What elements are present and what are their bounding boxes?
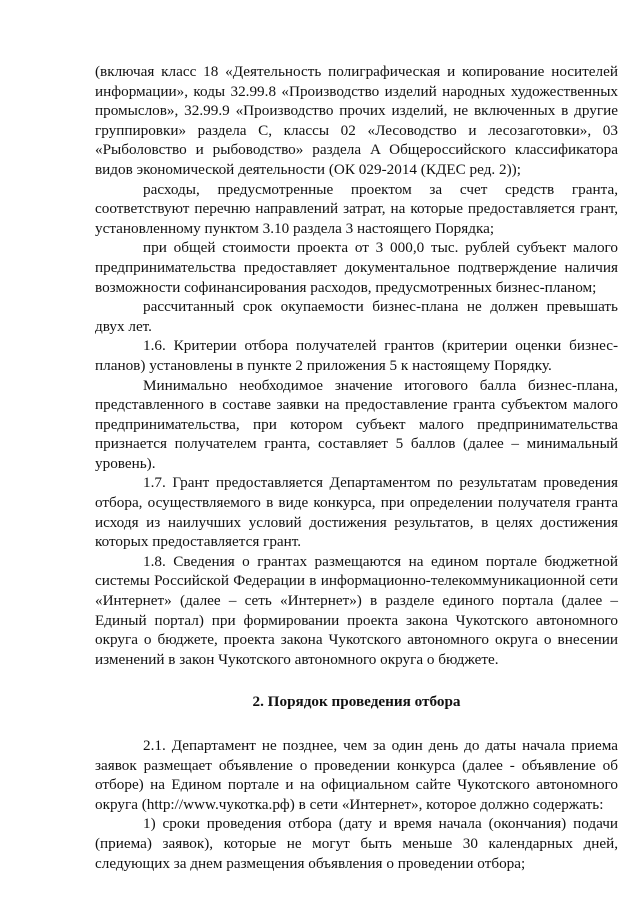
document-page bbox=[95, 62, 618, 873]
paragraph-1-7: 1.7. Грант предоставляется Департаментом по результатам проведения отбора, осуществляемого в виде конкурса, при определении получателя гранта исходя из наилучших условий достижения результатов, в целях достижения которых предоставляется грант. bbox=[95, 474, 618, 551]
paragraph-okved-classes: (включая класс 18 «Деятельность полиграфическая и копирование носителей информации», коды 32.99.8 «Производство изделий народных художественных промыслов», 32.99.9 «Производство прочих изделий, не включенных в другие группировки» раздела C, классы 02 «Лесоводство и лесозаготовки», 03 «Рыболовство и рыбоводство» раздела A Общероссийского классификатора видов экономической деятельности (ОК 029-2014 (КДЕС ред. 2)); bbox=[95, 63, 618, 178]
paragraph-expenses: расходы, предусмотренные проектом за счет средств гранта, соответствуют перечню направлений затрат, на которые предоставляется грант, установленному пунктом 3.10 раздела 3 настоящего Порядка; bbox=[95, 180, 618, 237]
paragraph-cofinancing: при общей стоимости проекта от 3 000,0 тыс. рублей субъект малого предпринимательства предоставляет документальное подтверждение наличия возможности софинансирования расходов, предусмотренных бизнес-планом; bbox=[95, 239, 618, 296]
paragraph-2-1-item-1: 1) сроки проведения отбора (дату и время начала (окончания) подачи (приема) заявок), которые не могут быть меньше 30 календарных дней, следующих за днем размещения объявления о проведении отбора; bbox=[95, 815, 618, 872]
paragraph-payback: рассчитанный срок окупаемости бизнес-плана не должен превышать двух лет. bbox=[95, 298, 618, 335]
paragraph-minimum-score: Минимально необходимое значение итогового балла бизнес-плана, представленного в составе заявки на предоставление гранта субъектом малого предпринимательства, при котором субъект малого предпринимательства признается получателем гранта, составляет 5 баллов (далее – минимальный уровень). bbox=[95, 376, 618, 472]
paragraph-1-8: 1.8. Сведения о грантах размещаются на едином портале бюджетной системы Российской Федерации в информационно-телекоммуникационной сети «Интернет» (далее – сеть «Интернет») в разделе единого портала (далее – Единый портал) при формировании проекта закона Чукотского автономного округа о бюджете, проекта закона Чукотского автономного округа о внесении изменений в закон Чукотского автономного округа о бюджете. bbox=[95, 552, 618, 668]
paragraph-1-6: 1.6. Критерии отбора получателей грантов (критерии оценки бизнес-планов) установлены в пункте 2 приложения 5 к настоящему Порядку. bbox=[95, 337, 618, 374]
section-title: 2. Порядок проведения отбора bbox=[252, 693, 461, 711]
paragraph-2-1: 2.1. Департамент не позднее, чем за один день до даты начала приема заявок размещает объявление о проведении конкурса (далее - объявление об отборе) на Едином портале и на официальном сайте Чукотского автономного округа (http://www.чукотка.рф) в сети «Интернет», которое должно содержать: bbox=[95, 737, 618, 813]
